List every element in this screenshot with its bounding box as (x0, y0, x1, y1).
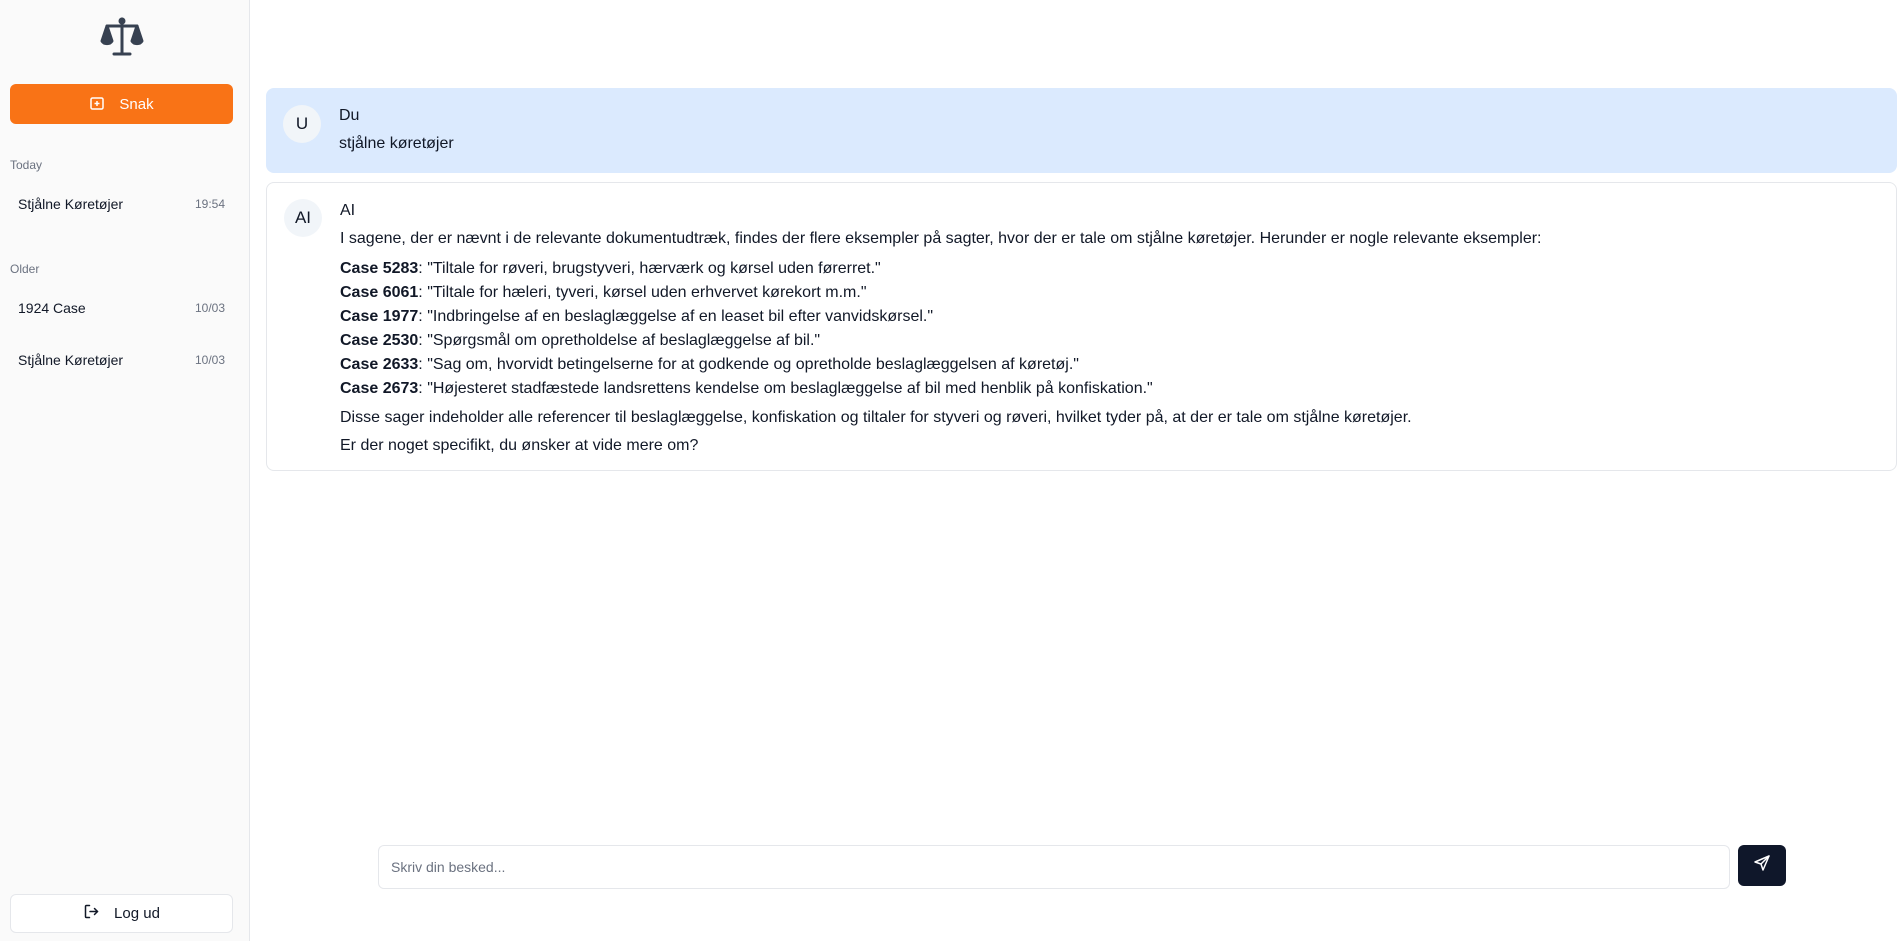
ai-question: Er der noget specifikt, du ønsker at vide mere om? (340, 437, 699, 454)
message-text: stjålne køretøjer (339, 135, 454, 152)
new-message-icon (89, 96, 105, 112)
new-chat-label: Snak (119, 95, 154, 113)
history-item-time: 10/03 (194, 353, 225, 367)
ai-avatar: AI (284, 199, 322, 237)
user-avatar: U (283, 105, 321, 143)
history-item-title: Stjålne Køretøjer (18, 352, 124, 368)
ai-message-body (340, 229, 1542, 457)
case-item (340, 305, 1542, 329)
history-item-title: Stjålne Køretøjer (18, 196, 124, 212)
ai-message (266, 182, 1897, 471)
history-item-time: 19:54 (194, 197, 225, 211)
case-text: : "Tiltale for hæleri, tyveri, kørsel uden erhvervet kørekort m.m." (418, 284, 867, 301)
case-text: : "Sag om, hvorvidt betingelserne for at godkende og opretholde beslaglæggelsen af køretøj." (418, 356, 1079, 373)
case-text: : "Indbringelse af en beslaglæggelse af en leaset bil efter vanvidskørsel." (418, 308, 934, 325)
case-list (340, 257, 1542, 401)
case-item (340, 353, 1542, 377)
logout-icon (83, 903, 100, 924)
logout-button[interactable] (10, 894, 233, 933)
ai-summary: Disse sager indeholder alle referencer til beslaglæggelse, konfiskation og tiltaler for styveri og røveri, hvilket tyder på, at der er tale om stjålne køretøjer. (340, 409, 1412, 426)
case-text: : "Højesteret stadfæstede landsrettens kendelse om beslaglæggelse af bil med henblik på konfiskation." (418, 380, 1153, 397)
case-item (340, 281, 1542, 305)
case-text: : "Tiltale for røveri, brugstyveri, hærværk og kørsel uden førerret." (418, 260, 881, 277)
history-section-today: Today (10, 158, 43, 172)
logout-label: Log ud (114, 905, 160, 922)
case-label: Case 2673 (340, 380, 419, 397)
sidebar (0, 0, 250, 941)
message-author: Du (339, 107, 360, 124)
message-input[interactable] (379, 846, 1729, 888)
case-label: Case 2530 (340, 332, 419, 349)
case-text: : "Spørgsmål om opretholdelse af beslaglæggelse af bil." (418, 332, 821, 349)
message-author: AI (340, 202, 356, 219)
ai-intro: I sagene, der er nævnt i de relevante dokumentudtræk, findes der flere eksempler på sagter, hvor der er tale om stjålne køretøjer. Herunder er nogle relevante eksempler: (340, 230, 1542, 247)
case-item (340, 377, 1542, 401)
history-section-older: Older (10, 262, 40, 276)
history-item-time: 10/03 (194, 301, 225, 315)
send-icon (1753, 854, 1771, 877)
case-label: Case 2633 (340, 356, 419, 373)
new-chat-button[interactable] (10, 84, 233, 124)
scale-icon (99, 14, 145, 60)
history-item[interactable] (10, 340, 233, 380)
case-item (340, 257, 1542, 281)
case-label: Case 1977 (340, 308, 419, 325)
history-item[interactable] (10, 184, 233, 224)
history-item-title: 1924 Case (18, 300, 86, 316)
user-message (266, 88, 1897, 173)
case-label: Case 6061 (340, 284, 419, 301)
history-item[interactable] (10, 288, 233, 328)
case-label: Case 5283 (340, 260, 419, 277)
case-item (340, 329, 1542, 353)
message-composer (378, 845, 1730, 889)
send-button[interactable] (1738, 845, 1786, 886)
